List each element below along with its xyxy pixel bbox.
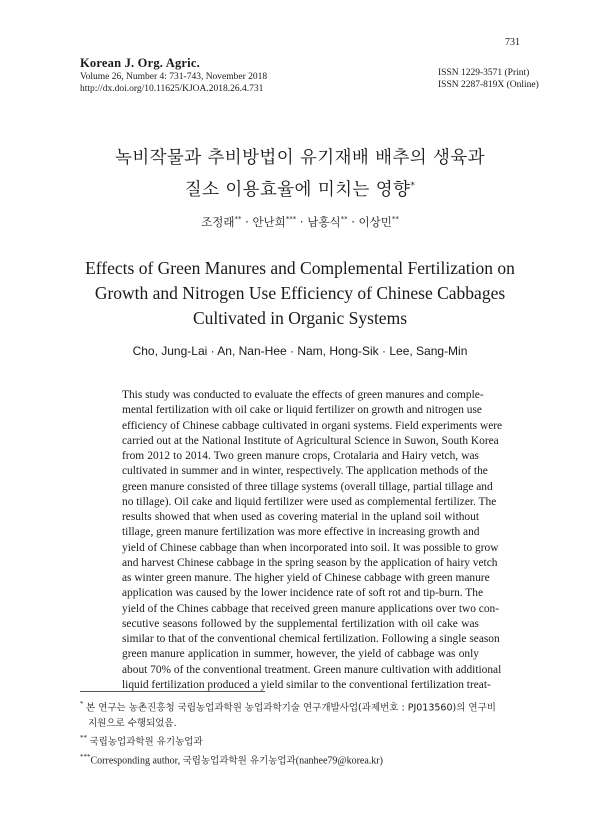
abstract-line: yield of the Chines cabbage that received green manure applications over two con- [122,602,500,615]
author-name: 이상민 [358,215,392,229]
abstract-line: as winter green manure. The higher yield of Chinese cabbage with green manure [122,572,490,584]
abstract-line: about 70% of the conventional treatment. Green manure cultivation with additional [122,663,502,676]
footnote-divider [80,691,265,692]
abstract-line: similar to that of the conventional chemical fertilization. Following a single season [122,633,500,645]
issn-online: ISSN 2287-819X (Online) [438,80,539,90]
footnote-affiliation: 국립농업과학원 유기농업과 [182,755,296,767]
author-separator: · [296,215,308,229]
author-mark: ** [340,215,348,224]
author-mark: *** [285,215,297,224]
footnote-text: 본 연구는 농촌진흥청 국립농업과학원 농업과학기술 연구개발사업(과제번호 : PJ013560)의 연구비 [86,702,496,714]
abstract-line: yield of Chinese cabbage than when incorporated into soil. It was possible to grow [122,541,499,554]
footnote-mark: *** [80,752,91,761]
abstract-line: cultivated in summer and in winter, respectively. The application methods of the [122,465,488,478]
author-mark: ** [234,215,242,224]
journal-name: Korean J. Org. Agric. [80,56,200,70]
footnotes [80,697,520,769]
abstract-line: green manure consisted of three tillage systems (overall tillage, partial tillage and [122,480,493,493]
author-name: 조정래 [201,215,235,229]
doi-link[interactable]: http://dx.doi.org/10.11625/KJOA.2018.26.4.731 [80,84,264,94]
footnote-3 [80,750,520,769]
footnote-1-continued [80,716,520,731]
korean-authors [0,214,600,230]
korean-title-line1: 녹비작물과 추비방법이 유기재배 배추의 생육과 [115,148,485,168]
footnote-text: Corresponding author, [90,755,181,767]
title-footnote-mark: * [410,181,416,191]
abstract-line: no tillage). Oil cake and liquid fertilizer were used as complemental fertilizer. The [122,495,497,508]
issn-block [438,67,539,91]
footnote-2 [80,731,520,750]
author-separator: · [241,215,253,229]
abstract [122,388,503,693]
abstract-line: carried out at the National Institute of Agricultural Science in Suwon, South Korea [122,434,499,447]
korean-title [0,144,600,204]
footnote-1 [80,697,520,716]
page-number: 731 [505,37,520,48]
english-title [0,256,600,331]
abstract-line: efficiency of Chinese cabbage cultivated in organi systems. Field experiments were [122,419,503,432]
footnote-mark: * [80,700,84,708]
korean-title-line2: 질소 이용효율에 미치는 영향* [184,179,416,200]
journal-header [80,56,267,95]
abstract-line: mental fertilization with oil cake or liquid fertilizer on growth and nitrogen use [122,404,482,417]
author-separator: · [347,215,359,229]
abstract-line: results showed that when used as covering material in the upland soil without [122,511,479,523]
abstract-line: secutive seasons followed by the supplemental fertilization with oil cake was [122,617,479,630]
english-authors: Cho, Jung-Lai · An, Nan-Hee · Nam, Hong-Sik · Lee, Sang-Min [132,344,468,358]
english-title-line1: Effects of Green Manures and Complemental Fertilization on [85,258,515,278]
english-title-line3: Cultivated in Organic Systems [192,308,408,328]
footnote-text: 국립농업과학원 유기농업과 [89,736,203,748]
abstract-line: tillage, green manure fertilization was more effective in increasing growth and [122,526,480,539]
issn-print: ISSN 1229-3571 (Print) [438,68,530,78]
footnote-mark: ** [80,734,87,743]
abstract-line: from 2012 to 2014. Two green manure crops, Crotalaria and Hairy vetch, was [122,450,479,462]
author-mark: ** [391,215,399,224]
english-title-line2: Growth and Nitrogen Use Efficiency of Chinese Cabbages [94,283,506,303]
abstract-line: application was caused by the lower incidence rate of soft rot and tip-burn. The [122,587,484,600]
abstract-line: liquid fertilization produced a yield similar to the conventional fertilization treat- [122,678,491,691]
author-name: 남홍식 [307,215,341,229]
author-name: 안난희 [252,215,286,229]
corresponding-email[interactable]: (nanhee79@korea.kr) [295,755,383,767]
volume-info: Volume 26, Number 4: 731-743, November 2018 [80,72,268,82]
abstract-line: green manure application in summer, however, the yield of cabbage was only [122,648,479,661]
abstract-line: This study was conducted to evaluate the effects of green manures and comple- [122,389,484,401]
abstract-line: and harvest Chinese cabbage in the spring season by the application of hairy vetch [122,556,498,569]
footnote-text: 지원으로 수행되었음. [88,717,177,729]
